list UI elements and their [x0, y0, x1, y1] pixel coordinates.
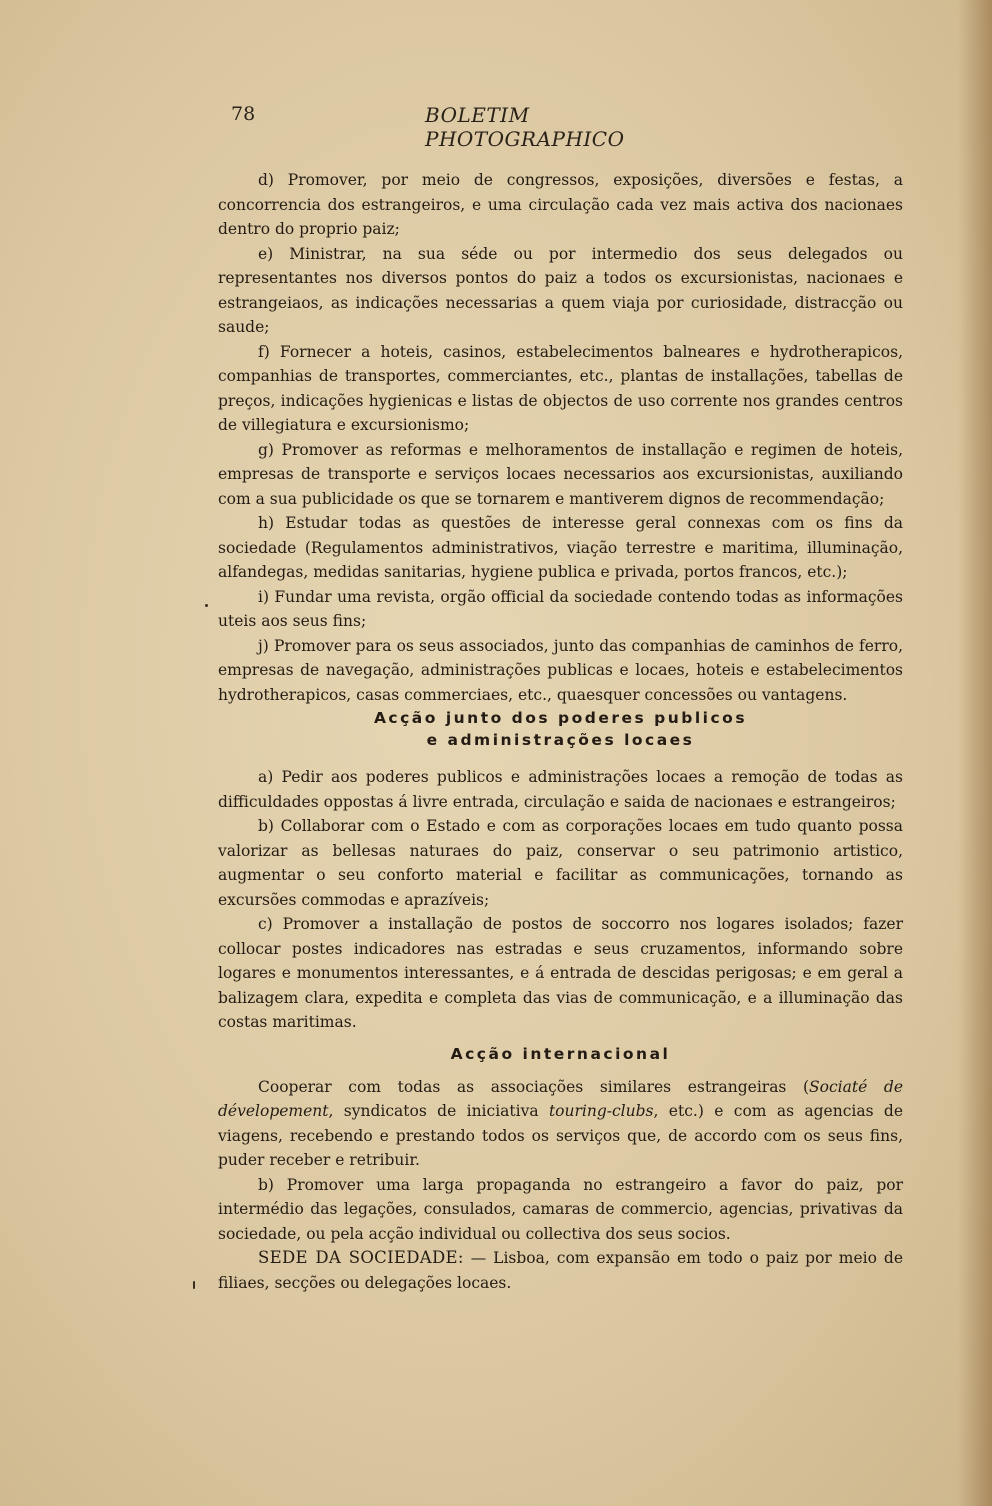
section-heading-internacional: Acção internacional: [450, 1044, 671, 1063]
paragraph-sede: [218, 1246, 903, 1295]
running-title: BOLETIM PHOTOGRAPHICO: [425, 103, 625, 151]
paragraph-b: b) Collaborar com o Estado e com as corporações locaes em tudo quanto possa valorizar as bellesas naturaes do paiz, conservar o seu patrimonio artistico, augmentar o seu conforto material e facilitar as communicações, tornando as excursões commodas e aprazíveis;: [218, 817, 903, 909]
paragraph-h: h) Estudar todas as questões de interesse geral connexas com os fins da sociedade (Regulamentos administrativos, viação terrestre e maritima, illuminação, alfandegas, medidas sanitarias, hygiene publica e privada, portos francos, etc.);: [218, 514, 903, 581]
italic-touring-clubs: touring-clubs: [548, 1102, 654, 1120]
sede-label: SEDE DA SOCIEDADE:: [258, 1248, 464, 1267]
section-heading-line1: Acção junto dos poderes publicos: [373, 709, 748, 727]
section-heading-line2: e administrações locaes: [426, 731, 695, 749]
paragraph-d: d) Promover, por meio de congressos, exposições, diversões e festas, a concorrencia dos estrangeiros, e uma circulação cada vez mais activa dos nacionaes dentro do proprio paiz;: [218, 171, 903, 238]
italic-societe: Sociaté de dévelopement: [218, 1077, 903, 1120]
page-number: 78: [231, 103, 256, 125]
paragraph-f: f) Fornecer a hoteis, casinos, estabelecimentos balneares e hydrotherapicos, companhias de transportes, commerciantes, etc., plantas de installações, tabellas de preços, indicações hygienicas e listas de objectos de uso corrente nos grandes centros de villegiatura e excursionismo;: [218, 342, 903, 434]
ink-speck: [205, 604, 208, 607]
paragraph-cooperar-text-a: Cooperar com todas as associações similares estrangeiras (: [258, 1077, 810, 1096]
page-header: [231, 103, 711, 151]
paragraph-cooperar: [218, 1075, 903, 1173]
paragraph-cooperar-text-b: , syndicatos de iniciativa: [328, 1102, 549, 1120]
page-edge-shadow: [958, 0, 992, 1506]
paragraph-i: i) Fundar uma revista, orgão official da sociedade contendo todas as informações uteis aos seus fins;: [218, 587, 903, 630]
paragraph-g: g) Promover as reformas e melhoramentos de installação e regimen de hoteis, empresas de transporte e serviços locaes necessarios aos excursionistas, auxiliando com a sua publicidade os que se tornarem e mantiverem dignos de recommendação;: [218, 440, 903, 508]
ink-speck: [193, 1281, 195, 1289]
body-text: [218, 168, 903, 1295]
paragraph-propaganda: b) Promover uma larga propaganda no estrangeiro a favor do paiz, por intermédio das legações, consulados, camaras de commercio, agencias, privativas da sociedade, ou pela acção individual ou collectiva dos seus socios.: [218, 1175, 903, 1243]
paragraph-c: c) Promover a installação de postos de soccorro nos logares isolados; fazer collocar postes indicadores nas estradas e seus cruzamentos, informando sobre logares e monumentos interessantes, e á entrada de descidas perigosas; e em geral a balizagem clara, expedita e completa das vias de communicação, e a illuminação das costas maritimas.: [218, 915, 903, 1031]
paragraph-j: j) Promover para os seus associados, junto das companhias de caminhos de ferro, empresas de navegação, administrações publicas e locaes, hoteis e estabelecimentos hydrotherapicos, casas commerciaes, etc., quaesquer concessões ou vantagens.: [218, 636, 903, 704]
paragraph-a: a) Pedir aos poderes publicos e administrações locaes a remoção de todas as difficuldades oppostas á livre entrada, circulação e saida de nacionaes e estrangeiros;: [218, 768, 903, 811]
section-heading-publicos: [218, 707, 903, 751]
paragraph-cooperar-text-c: , etc.) e com as agencias de viagens, recebendo e prestando todos os serviços que, de accordo com os seus fins, puder receber e retribuir.: [218, 1102, 904, 1169]
sede-text: — Lisboa, com expansão em todo o paiz por meio de filiaes, secções ou delegações locaes.: [218, 1249, 903, 1292]
paragraph-e: e) Ministrar, na sua séde ou por intermedio dos seus delegados ou representantes nos diversos pontos do paiz a todos os excursionistas, nacionaes e estrangeiaos, as indicações necessarias a quem viaja por curiosidade, distracção ou saude;: [218, 244, 903, 336]
